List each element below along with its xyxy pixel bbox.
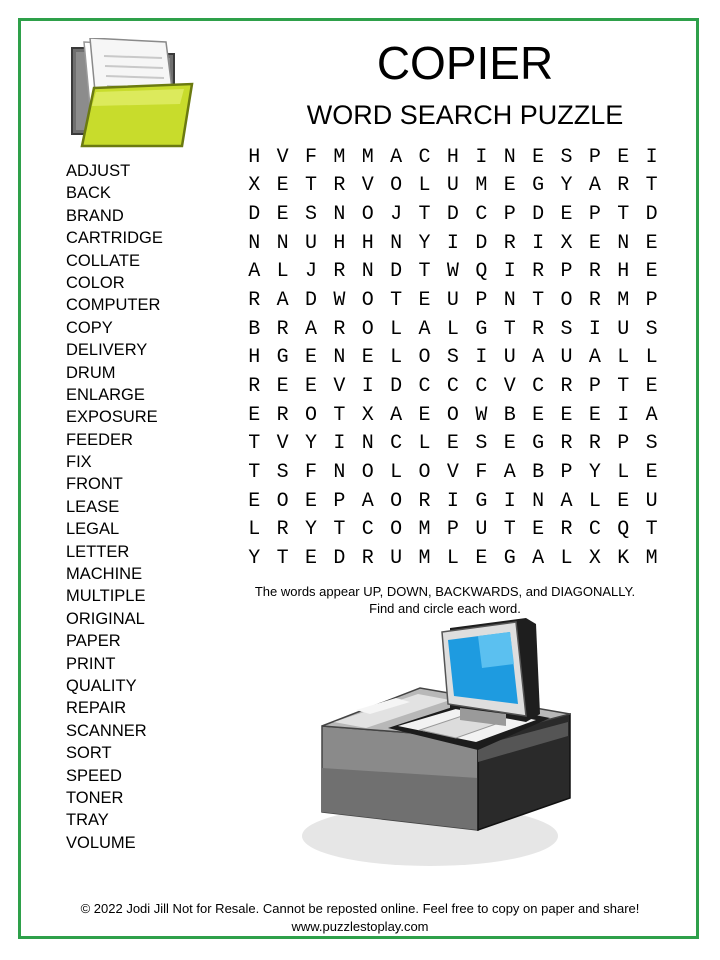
grid-cell[interactable]: P [560, 460, 573, 484]
grid-cell[interactable]: O [361, 317, 374, 341]
grid-cell[interactable]: I [475, 346, 488, 370]
grid-cell[interactable]: S [560, 317, 573, 341]
grid-cell[interactable]: A [645, 403, 658, 427]
grid-cell[interactable]: D [475, 231, 488, 255]
word-list-item: QUALITY [66, 676, 137, 695]
grid-cell[interactable]: P [560, 260, 573, 284]
grid-cell[interactable]: T [333, 518, 346, 542]
grid-cell[interactable]: L [617, 346, 630, 370]
grid-cell[interactable]: F [475, 460, 488, 484]
word-list-item: COLOR [66, 273, 125, 292]
grid-cell[interactable]: T [248, 432, 261, 456]
grid-cell[interactable]: B [503, 403, 516, 427]
page-subtitle: WORD SEARCH PUZZLE [306, 100, 624, 130]
grid-cell[interactable]: E [446, 432, 459, 456]
grid-cell[interactable]: V [503, 374, 516, 398]
word-list-item: SPEED [66, 766, 122, 785]
grid-cell[interactable]: M [361, 145, 374, 169]
word-list-item: FRONT [66, 475, 123, 494]
grid-cell[interactable]: R [418, 489, 431, 513]
grid-cell[interactable]: C [588, 518, 601, 542]
grid-cell[interactable]: A [418, 317, 431, 341]
grid-cell[interactable]: C [361, 518, 374, 542]
grid-cell[interactable]: X [361, 403, 374, 427]
grid-row [240, 429, 666, 458]
word-list-item: PAPER [66, 632, 121, 651]
grid-cell[interactable]: H [361, 231, 374, 255]
grid-cell[interactable]: O [560, 289, 573, 313]
grid-cell[interactable]: E [276, 174, 289, 198]
grid-cell[interactable]: L [560, 546, 573, 570]
word-list-item: PRINT [66, 654, 116, 673]
grid-cell[interactable]: G [475, 317, 488, 341]
grid-cell[interactable]: O [361, 289, 374, 313]
grid-cell[interactable]: D [390, 260, 403, 284]
grid-cell[interactable]: B [248, 317, 261, 341]
grid-cell[interactable]: T [645, 518, 658, 542]
grid-cell[interactable]: G [532, 432, 545, 456]
grid-cell[interactable]: E [588, 403, 601, 427]
grid-cell[interactable]: H [248, 145, 261, 169]
grid-cell[interactable]: P [645, 289, 658, 313]
grid-cell[interactable]: A [532, 346, 545, 370]
instructions-line: The words appear UP, DOWN, BACKWARDS, and DIAGONALLY. [254, 584, 636, 599]
grid-row [240, 200, 666, 229]
grid-cell[interactable]: H [248, 346, 261, 370]
grid-cell[interactable]: O [390, 174, 403, 198]
grid-cell[interactable]: Y [304, 518, 317, 542]
grid-cell[interactable]: X [560, 231, 573, 255]
grid-cell[interactable]: E [645, 460, 658, 484]
grid-cell[interactable]: N [276, 231, 289, 255]
grid-cell[interactable]: E [503, 174, 516, 198]
grid-row [240, 544, 666, 573]
word-list-item: DRUM [66, 363, 116, 382]
instructions-line: Find and circle each word. [369, 601, 521, 616]
grid-cell[interactable]: U [446, 174, 459, 198]
grid-cell[interactable]: R [617, 174, 630, 198]
grid-cell[interactable]: G [276, 346, 289, 370]
grid-cell[interactable]: T [418, 260, 431, 284]
grid-cell[interactable]: E [248, 403, 261, 427]
grid-cell[interactable]: Q [617, 518, 630, 542]
word-list-item: COMPUTER [66, 296, 161, 315]
grid-cell[interactable]: I [503, 260, 516, 284]
grid-cell[interactable]: E [304, 489, 317, 513]
word-list-item: FIX [66, 453, 92, 472]
word-list-item: EXPOSURE [66, 408, 158, 427]
grid-cell[interactable]: Y [248, 546, 261, 570]
grid-cell[interactable]: E [532, 403, 545, 427]
grid-cell[interactable]: P [617, 432, 630, 456]
grid-cell[interactable]: N [503, 289, 516, 313]
grid-cell[interactable]: E [532, 145, 545, 169]
grid-cell[interactable]: A [560, 489, 573, 513]
letter-grid [240, 143, 666, 573]
grid-cell[interactable]: O [361, 460, 374, 484]
grid-cell[interactable]: E [475, 546, 488, 570]
word-list-item: LETTER [66, 542, 130, 561]
copier-icon [300, 618, 580, 868]
grid-cell[interactable]: Y [560, 174, 573, 198]
grid-cell[interactable]: M [333, 145, 346, 169]
word-list-item: VOLUME [66, 833, 136, 852]
grid-cell[interactable]: S [475, 432, 488, 456]
word-list-item: TONER [66, 788, 124, 807]
grid-cell[interactable]: T [617, 374, 630, 398]
grid-cell[interactable]: A [390, 403, 403, 427]
grid-row [240, 286, 666, 315]
grid-cell[interactable]: T [248, 460, 261, 484]
grid-cell[interactable]: L [418, 432, 431, 456]
grid-cell[interactable]: A [361, 489, 374, 513]
grid-cell[interactable]: U [475, 518, 488, 542]
grid-cell[interactable]: R [248, 289, 261, 313]
grid-cell[interactable]: U [304, 231, 317, 255]
grid-cell[interactable]: R [276, 518, 289, 542]
grid-cell[interactable]: T [503, 317, 516, 341]
word-list-item: MULTIPLE [66, 587, 146, 606]
grid-cell[interactable]: G [532, 174, 545, 198]
grid-cell[interactable]: D [390, 374, 403, 398]
grid-row [240, 487, 666, 516]
grid-cell[interactable]: J [390, 203, 403, 227]
grid-cell[interactable]: E [361, 346, 374, 370]
grid-cell[interactable]: V [361, 174, 374, 198]
grid-cell[interactable]: T [645, 174, 658, 198]
grid-cell[interactable]: M [418, 546, 431, 570]
grid-cell[interactable]: W [446, 260, 459, 284]
word-list-item: SORT [66, 744, 112, 763]
grid-cell[interactable]: I [645, 145, 658, 169]
grid-cell[interactable]: O [304, 403, 317, 427]
grid-cell[interactable]: R [560, 518, 573, 542]
grid-cell[interactable]: N [532, 489, 545, 513]
grid-cell[interactable]: T [503, 518, 516, 542]
grid-row [240, 258, 666, 287]
grid-cell[interactable]: C [418, 145, 431, 169]
grid-cell[interactable]: Q [475, 260, 488, 284]
grid-cell[interactable]: L [390, 346, 403, 370]
grid-cell[interactable]: E [276, 374, 289, 398]
grid-cell[interactable]: G [503, 546, 516, 570]
grid-cell[interactable]: L [248, 518, 261, 542]
instructions [240, 583, 650, 617]
grid-cell[interactable]: W [475, 403, 488, 427]
grid-row [240, 515, 666, 544]
grid-cell[interactable]: A [503, 460, 516, 484]
grid-cell[interactable]: L [390, 460, 403, 484]
grid-cell[interactable]: E [503, 432, 516, 456]
grid-cell[interactable]: C [390, 432, 403, 456]
word-list-item: LEGAL [66, 520, 120, 539]
grid-cell[interactable]: N [361, 260, 374, 284]
word-list-item: REPAIR [66, 699, 127, 718]
grid-cell[interactable]: I [617, 403, 630, 427]
grid-cell[interactable]: A [532, 546, 545, 570]
grid-cell[interactable]: T [418, 203, 431, 227]
grid-cell[interactable]: T [617, 203, 630, 227]
word-list-item: FEEDER [66, 430, 133, 449]
grid-cell[interactable]: T [276, 546, 289, 570]
grid-cell[interactable]: I [361, 374, 374, 398]
grid-cell[interactable]: R [588, 289, 601, 313]
grid-cell[interactable]: G [475, 489, 488, 513]
grid-cell[interactable]: V [276, 432, 289, 456]
grid-cell[interactable]: H [333, 231, 346, 255]
grid-cell[interactable]: R [532, 260, 545, 284]
grid-cell[interactable]: H [446, 145, 459, 169]
grid-cell[interactable]: E [588, 231, 601, 255]
grid-cell[interactable]: N [390, 231, 403, 255]
grid-cell[interactable]: T [390, 289, 403, 313]
grid-cell[interactable]: R [361, 546, 374, 570]
grid-cell[interactable]: I [446, 489, 459, 513]
grid-cell[interactable]: R [560, 432, 573, 456]
grid-cell[interactable]: F [304, 460, 317, 484]
word-list-item: TRAY [66, 811, 109, 830]
footer [40, 900, 680, 936]
grid-cell[interactable]: M [617, 289, 630, 313]
grid-row [240, 372, 666, 401]
word-list-item: COPY [66, 318, 113, 337]
grid-cell[interactable]: O [418, 460, 431, 484]
grid-cell[interactable]: E [418, 403, 431, 427]
grid-cell[interactable]: C [532, 374, 545, 398]
grid-row [240, 401, 666, 430]
grid-cell[interactable]: E [248, 489, 261, 513]
grid-cell[interactable]: N [503, 145, 516, 169]
grid-cell[interactable]: I [503, 489, 516, 513]
word-list-item: MACHINE [66, 565, 143, 584]
word-list-item: ORIGINAL [66, 609, 145, 628]
grid-cell[interactable]: E [645, 231, 658, 255]
grid-cell[interactable]: L [588, 489, 601, 513]
grid-cell[interactable]: F [304, 145, 317, 169]
grid-cell[interactable]: T [532, 289, 545, 313]
grid-cell[interactable]: S [645, 432, 658, 456]
grid-cell[interactable]: E [418, 289, 431, 313]
grid-cell[interactable]: L [446, 546, 459, 570]
grid-cell[interactable]: P [503, 203, 516, 227]
grid-cell[interactable]: P [588, 374, 601, 398]
grid-cell[interactable]: E [304, 546, 317, 570]
grid-cell[interactable]: U [560, 346, 573, 370]
grid-cell[interactable]: L [645, 346, 658, 370]
grid-cell[interactable]: A [588, 174, 601, 198]
grid-cell[interactable]: D [532, 203, 545, 227]
grid-cell[interactable]: E [276, 203, 289, 227]
word-list [66, 160, 163, 854]
grid-cell[interactable]: P [333, 489, 346, 513]
grid-row [240, 458, 666, 487]
grid-cell[interactable]: M [475, 174, 488, 198]
grid-cell[interactable]: M [418, 518, 431, 542]
grid-cell[interactable]: N [333, 346, 346, 370]
grid-cell[interactable]: L [446, 317, 459, 341]
grid-cell[interactable]: E [304, 374, 317, 398]
grid-cell[interactable]: E [304, 346, 317, 370]
grid-cell[interactable]: S [560, 145, 573, 169]
grid-cell[interactable]: C [418, 374, 431, 398]
grid-cell[interactable]: I [446, 231, 459, 255]
grid-cell[interactable]: A [304, 317, 317, 341]
grid-cell[interactable]: D [248, 203, 261, 227]
grid-row [240, 172, 666, 201]
grid-cell[interactable]: C [446, 374, 459, 398]
grid-row [240, 143, 666, 172]
grid-cell[interactable]: C [475, 203, 488, 227]
grid-cell[interactable]: R [588, 432, 601, 456]
grid-cell[interactable]: I [588, 317, 601, 341]
grid-cell[interactable]: Y [588, 460, 601, 484]
grid-cell[interactable]: V [276, 145, 289, 169]
grid-cell[interactable]: V [333, 374, 346, 398]
grid-cell[interactable]: S [446, 346, 459, 370]
grid-cell[interactable]: I [333, 432, 346, 456]
grid-cell[interactable]: D [446, 203, 459, 227]
grid-cell[interactable]: Y [304, 432, 317, 456]
grid-cell[interactable]: X [248, 174, 261, 198]
grid-cell[interactable]: E [645, 374, 658, 398]
grid-cell[interactable]: L [390, 317, 403, 341]
grid-cell[interactable]: U [390, 546, 403, 570]
grid-cell[interactable]: E [560, 203, 573, 227]
word-list-item: ENLARGE [66, 385, 145, 404]
grid-cell[interactable]: E [645, 260, 658, 284]
word-list-item: DELIVERY [66, 341, 148, 360]
grid-cell[interactable]: N [361, 432, 374, 456]
grid-cell[interactable]: R [532, 317, 545, 341]
grid-cell[interactable]: D [304, 289, 317, 313]
word-list-item: BRAND [66, 206, 124, 225]
grid-cell[interactable]: A [276, 289, 289, 313]
word-list-item: LEASE [66, 497, 120, 516]
grid-row [240, 315, 666, 344]
copyright-text: © 2022 Jodi Jill Not for Resale. Cannot be reposted online. Feel free to copy on paper and share! [80, 901, 640, 916]
grid-cell[interactable]: K [617, 546, 630, 570]
folder-icon [64, 38, 194, 150]
grid-cell[interactable]: I [532, 231, 545, 255]
grid-cell[interactable]: O [361, 203, 374, 227]
grid-cell[interactable]: W [333, 289, 346, 313]
grid-cell[interactable]: S [276, 460, 289, 484]
grid-row [240, 343, 666, 372]
grid-cell[interactable]: O [418, 346, 431, 370]
grid-cell[interactable]: O [276, 489, 289, 513]
grid-cell[interactable]: R [276, 403, 289, 427]
grid-cell[interactable]: L [418, 174, 431, 198]
grid-cell[interactable]: A [390, 145, 403, 169]
grid-cell[interactable]: R [333, 317, 346, 341]
grid-cell[interactable]: A [588, 346, 601, 370]
grid-cell[interactable]: L [617, 460, 630, 484]
grid-cell[interactable]: L [276, 260, 289, 284]
page-title: COPIER [376, 37, 554, 89]
grid-cell[interactable]: U [446, 289, 459, 313]
grid-cell[interactable]: P [475, 289, 488, 313]
grid-cell[interactable]: C [475, 374, 488, 398]
grid-cell[interactable]: N [333, 460, 346, 484]
grid-cell[interactable]: O [390, 489, 403, 513]
grid-cell[interactable]: R [503, 231, 516, 255]
grid-cell[interactable]: U [645, 489, 658, 513]
grid-cell[interactable]: T [333, 403, 346, 427]
grid-cell[interactable]: S [304, 203, 317, 227]
grid-cell[interactable]: H [617, 260, 630, 284]
grid-cell[interactable]: X [588, 546, 601, 570]
grid-cell[interactable]: Y [418, 231, 431, 255]
grid-row [240, 229, 666, 258]
website-link[interactable]: www.puzzlestoplay.com [291, 919, 429, 934]
grid-cell[interactable]: R [588, 260, 601, 284]
grid-cell[interactable]: B [532, 460, 545, 484]
grid-cell[interactable]: V [446, 460, 459, 484]
grid-cell[interactable]: N [333, 203, 346, 227]
grid-cell[interactable]: E [532, 518, 545, 542]
grid-cell[interactable]: R [276, 317, 289, 341]
grid-cell[interactable]: N [617, 231, 630, 255]
grid-cell[interactable]: R [333, 174, 346, 198]
grid-cell[interactable]: P [588, 203, 601, 227]
grid-cell[interactable]: R [248, 374, 261, 398]
grid-cell[interactable]: D [333, 546, 346, 570]
grid-cell[interactable]: M [645, 546, 658, 570]
grid-cell[interactable]: I [475, 145, 488, 169]
grid-cell[interactable]: E [560, 403, 573, 427]
grid-cell[interactable]: E [617, 145, 630, 169]
grid-cell[interactable]: N [248, 231, 261, 255]
word-list-item: COLLATE [66, 251, 140, 270]
word-list-item: ADJUST [66, 162, 131, 180]
grid-cell[interactable]: P [446, 518, 459, 542]
grid-cell[interactable]: O [446, 403, 459, 427]
grid-cell[interactable]: D [645, 203, 658, 227]
grid-cell[interactable]: T [304, 174, 317, 198]
word-list-item: SCANNER [66, 721, 147, 740]
grid-cell[interactable]: P [588, 145, 601, 169]
grid-cell[interactable]: R [560, 374, 573, 398]
grid-cell[interactable]: S [645, 317, 658, 341]
grid-cell[interactable]: J [304, 260, 317, 284]
grid-cell[interactable]: U [617, 317, 630, 341]
grid-cell[interactable]: U [503, 346, 516, 370]
grid-cell[interactable]: R [333, 260, 346, 284]
grid-cell[interactable]: A [248, 260, 261, 284]
word-list-item: CARTRIDGE [66, 229, 163, 248]
word-list-item: BACK [66, 184, 111, 203]
grid-cell[interactable]: E [617, 489, 630, 513]
grid-cell[interactable]: O [390, 518, 403, 542]
